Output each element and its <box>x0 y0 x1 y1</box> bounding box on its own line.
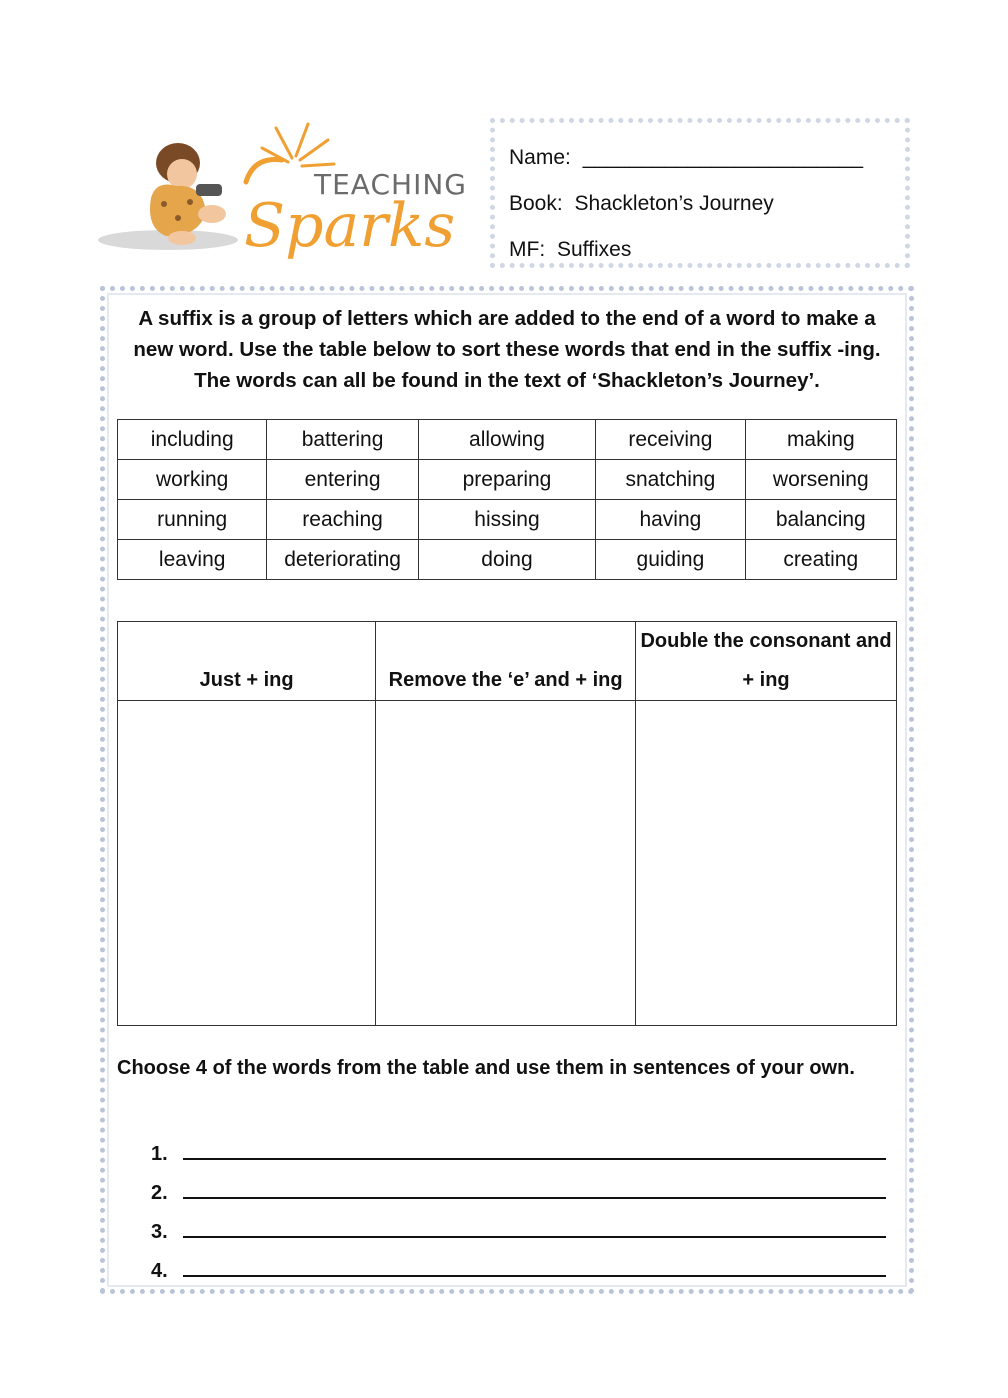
logo-word-sparks: Sparks <box>244 191 456 261</box>
teaching-sparks-logo <box>96 118 476 268</box>
word-cell: having <box>596 500 745 540</box>
list-item <box>151 1205 886 1244</box>
book-value: Shackleton’s Journey <box>574 192 774 215</box>
table-row <box>118 460 897 500</box>
word-cell: worsening <box>745 460 896 500</box>
word-cell: doing <box>418 540 595 580</box>
answer-line[interactable] <box>183 1236 886 1238</box>
student-info-box <box>490 118 910 268</box>
table-row <box>118 500 897 540</box>
word-cell: running <box>118 500 267 540</box>
word-table <box>117 419 897 580</box>
name-line <box>509 135 891 181</box>
word-cell: including <box>118 420 267 460</box>
answer-cell-double-consonant[interactable] <box>636 701 897 1026</box>
word-cell: creating <box>745 540 896 580</box>
word-cell: hissing <box>418 500 595 540</box>
book-line <box>509 181 891 227</box>
word-cell: receiving <box>596 420 745 460</box>
answer-cell-remove-e[interactable] <box>376 701 636 1026</box>
word-cell: reaching <box>267 500 418 540</box>
word-cell: snatching <box>596 460 745 500</box>
logo-word-teaching: TEACHING <box>314 168 467 201</box>
sentence-prompt: Choose 4 of the words from the table and use them in sentences of your own. <box>117 1057 855 1079</box>
name-label: Name: <box>509 146 571 169</box>
word-cell: balancing <box>745 500 896 540</box>
worksheet-box <box>100 286 914 1294</box>
word-cell: entering <box>267 460 418 500</box>
line-number: 1. <box>151 1143 168 1165</box>
list-item <box>151 1127 886 1166</box>
column-header-just-ing: Just + ing <box>118 622 376 701</box>
table-row <box>118 540 897 580</box>
table-row <box>118 420 897 460</box>
line-number: 3. <box>151 1221 168 1243</box>
table-row <box>118 622 897 701</box>
column-header-double-consonant: Double the consonant and + ing <box>636 622 897 701</box>
mf-label: MF: <box>509 238 546 261</box>
table-row <box>118 701 897 1026</box>
word-cell: preparing <box>418 460 595 500</box>
intro-paragraph: A suffix is a group of letters which are added to the end of a word to make a new word. Use the table below to sort these words that end in the suffix -ing. The words can all be found in the text of ‘Shackleton’s Journey’. <box>133 307 881 392</box>
sentence-lines <box>151 1127 886 1283</box>
book-label: Book: <box>509 192 563 215</box>
list-item <box>151 1166 886 1205</box>
word-cell: making <box>745 420 896 460</box>
mf-line <box>509 227 891 273</box>
mf-value: Suffixes <box>557 238 632 261</box>
word-cell: battering <box>267 420 418 460</box>
line-number: 4. <box>151 1260 168 1282</box>
answer-line[interactable] <box>183 1197 886 1199</box>
line-number: 2. <box>151 1182 168 1204</box>
word-cell: guiding <box>596 540 745 580</box>
column-header-remove-e: Remove the ‘e’ and + ing <box>376 622 636 701</box>
word-cell: allowing <box>418 420 595 460</box>
word-cell: leaving <box>118 540 267 580</box>
answer-line[interactable] <box>183 1158 886 1160</box>
answer-cell-just-ing[interactable] <box>118 701 376 1026</box>
answer-line[interactable] <box>183 1275 886 1277</box>
sorting-table <box>117 621 897 1026</box>
word-cell: deteriorating <box>267 540 418 580</box>
name-blank[interactable]: ________________________ <box>582 146 864 169</box>
word-cell: working <box>118 460 267 500</box>
list-item <box>151 1244 886 1283</box>
